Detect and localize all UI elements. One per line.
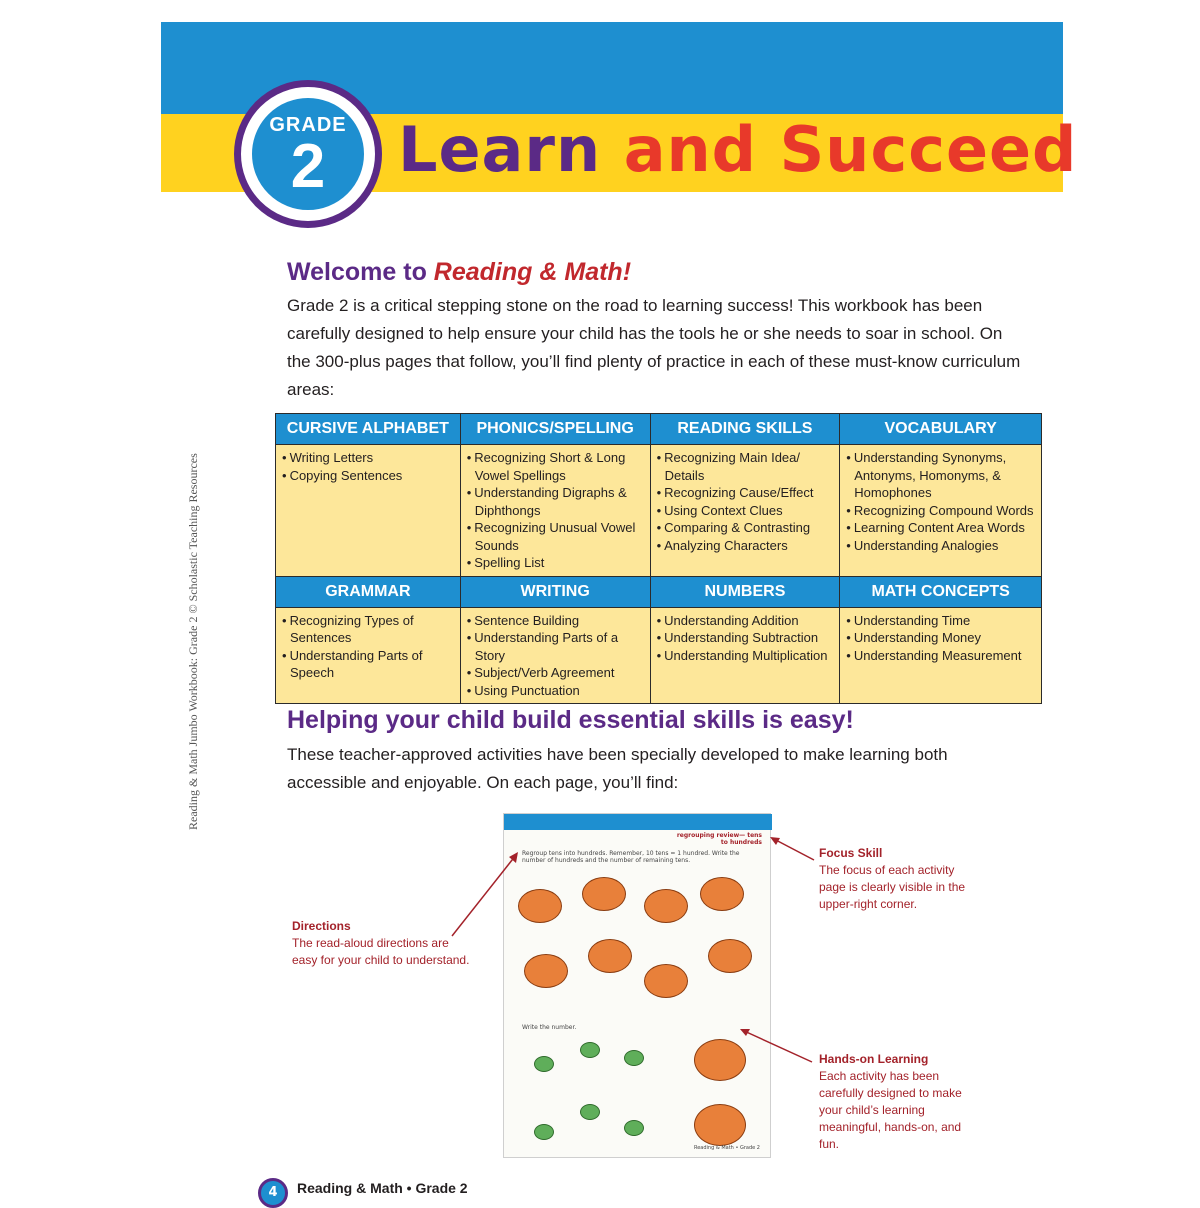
list-item: • Understanding Measurement	[844, 647, 1037, 665]
table-cell	[650, 607, 840, 704]
leaf-image	[624, 1120, 644, 1136]
table-row	[276, 445, 1042, 577]
list-item: • Sentence Building	[465, 612, 646, 630]
list-item: • Recognizing Short & Long Vowel Spellings	[465, 449, 646, 484]
table-header: PHONICS/SPELLING	[460, 414, 650, 445]
list-item: • Understanding Multiplication	[655, 647, 836, 665]
focus-skill-text: The focus of each activity page is clearly visible in the upper-right corner.	[819, 863, 966, 911]
directions-title: Directions	[292, 919, 351, 933]
worksheet-directions: Regroup tens into hundreds. Remember, 10 tens = 1 hundred. Write the number of hundreds and the number of remaining tens.	[522, 850, 740, 864]
title-part-1: Learn	[398, 113, 602, 186]
worksheet-focus-skill: regrouping review— tens to hundreds	[676, 832, 762, 846]
list-item: • Understanding Time	[844, 612, 1037, 630]
leaf-image	[580, 1042, 600, 1058]
leaf-image	[534, 1124, 554, 1140]
list-item: • Using Punctuation	[465, 682, 646, 700]
worksheet-write-number: Write the number.	[522, 1024, 577, 1031]
list-item: • Understanding Digraphs & Diphthongs	[465, 484, 646, 519]
table-header: VOCABULARY	[840, 414, 1042, 445]
title-part-2: and Succeed	[623, 113, 1078, 186]
table-cell	[840, 607, 1042, 704]
focus-arrow-head	[770, 837, 780, 845]
list-item: • Understanding Money	[844, 629, 1037, 647]
helping-heading: Helping your child build essential skills is easy!	[287, 706, 854, 734]
list-item: • Understanding Subtraction	[655, 629, 836, 647]
pumpkin-image	[694, 1104, 746, 1146]
list-item: • Understanding Addition	[655, 612, 836, 630]
table-header: WRITING	[460, 576, 650, 607]
table-row	[276, 607, 1042, 704]
table-cell	[460, 607, 650, 704]
list-item: • Copying Sentences	[280, 467, 456, 485]
pumpkin-image	[644, 889, 688, 923]
pumpkin-image	[700, 877, 744, 911]
welcome-heading-emphasis: Reading & Math!	[433, 258, 632, 286]
table-cell	[460, 445, 650, 577]
pumpkin-image	[582, 877, 626, 911]
directions-text: The read-aloud directions are easy for your child to understand.	[292, 936, 470, 967]
leaf-image	[534, 1056, 554, 1072]
focus-arrow	[772, 838, 814, 860]
table-cell	[840, 445, 1042, 577]
table-header-row	[276, 576, 1042, 607]
footer-text: Reading & Math • Grade 2	[297, 1180, 468, 1196]
table-header: CURSIVE ALPHABET	[276, 414, 461, 445]
list-item: • Subject/Verb Agreement	[465, 664, 646, 682]
leaf-image	[580, 1104, 600, 1120]
hands-on-text: Each activity has been carefully designed to make your child’s learning meaningful, hands-on, and fun.	[819, 1069, 962, 1151]
list-item: • Spelling List	[465, 554, 646, 572]
list-item: • Understanding Synonyms, Antonyms, Homonyms, & Homophones	[844, 449, 1037, 502]
page-number-badge: 4	[258, 1178, 288, 1208]
focus-skill-title: Focus Skill	[819, 846, 883, 860]
table-header: GRAMMAR	[276, 576, 461, 607]
pumpkin-image	[708, 939, 752, 973]
pumpkin-image	[524, 954, 568, 988]
list-item: • Recognizing Types of Sentences	[280, 612, 456, 647]
list-item: • Recognizing Unusual Vowel Sounds	[465, 519, 646, 554]
list-item: • Recognizing Compound Words	[844, 502, 1037, 520]
table-cell	[276, 607, 461, 704]
pumpkin-image	[588, 939, 632, 973]
pumpkin-image	[694, 1039, 746, 1081]
leaf-image	[624, 1050, 644, 1066]
pumpkin-image	[518, 889, 562, 923]
worksheet-footer: Reading & Math • Grade 2	[693, 1145, 760, 1151]
worksheet-header-band	[504, 814, 772, 830]
list-item: • Understanding Analogies	[844, 537, 1037, 555]
helping-paragraph: These teacher-approved activities have been specially developed to make learning both accessible and enjoyable. On each page, you’ll find:	[287, 745, 948, 792]
table-header: NUMBERS	[650, 576, 840, 607]
list-item: • Using Context Clues	[655, 502, 836, 520]
table-cell	[650, 445, 840, 577]
table-header: MATH CONCEPTS	[840, 576, 1042, 607]
hands-on-title: Hands-on Learning	[819, 1052, 929, 1066]
pumpkin-image	[644, 964, 688, 998]
list-item: • Recognizing Main Idea/ Details	[655, 449, 836, 484]
list-item: • Analyzing Characters	[655, 537, 836, 555]
page-title	[398, 110, 1077, 190]
table-cell	[276, 445, 461, 577]
list-item: • Understanding Parts of a Story	[465, 629, 646, 664]
list-item: • Comparing & Contrasting	[655, 519, 836, 537]
welcome-paragraph: Grade 2 is a critical stepping stone on the road to learning success! This workbook has been carefully designed to help ensure your child has the tools he or she needs to soar in school. On the 300-plus pages that follow, you’ll find plenty of practice in each of these must-know curriculum areas:	[287, 296, 1021, 399]
list-item: • Learning Content Area Words	[844, 519, 1037, 537]
grade-number: 2	[290, 132, 326, 201]
grade-word: GRADE	[269, 114, 347, 136]
curriculum-table	[275, 413, 1042, 704]
welcome-heading: Welcome to Reading & Math!	[287, 258, 632, 286]
table-header: READING SKILLS	[650, 414, 840, 445]
grade-badge	[234, 80, 382, 228]
sample-worksheet	[503, 813, 771, 1158]
list-item: • Writing Letters	[280, 449, 456, 467]
table-header-row	[276, 414, 1042, 445]
list-item: • Understanding Parts of Speech	[280, 647, 456, 682]
side-credit: Reading & Math Jumbo Workbook: Grade 2 © Scholastic Teaching Resources	[186, 453, 200, 830]
list-item: • Recognizing Cause/Effect	[655, 484, 836, 502]
